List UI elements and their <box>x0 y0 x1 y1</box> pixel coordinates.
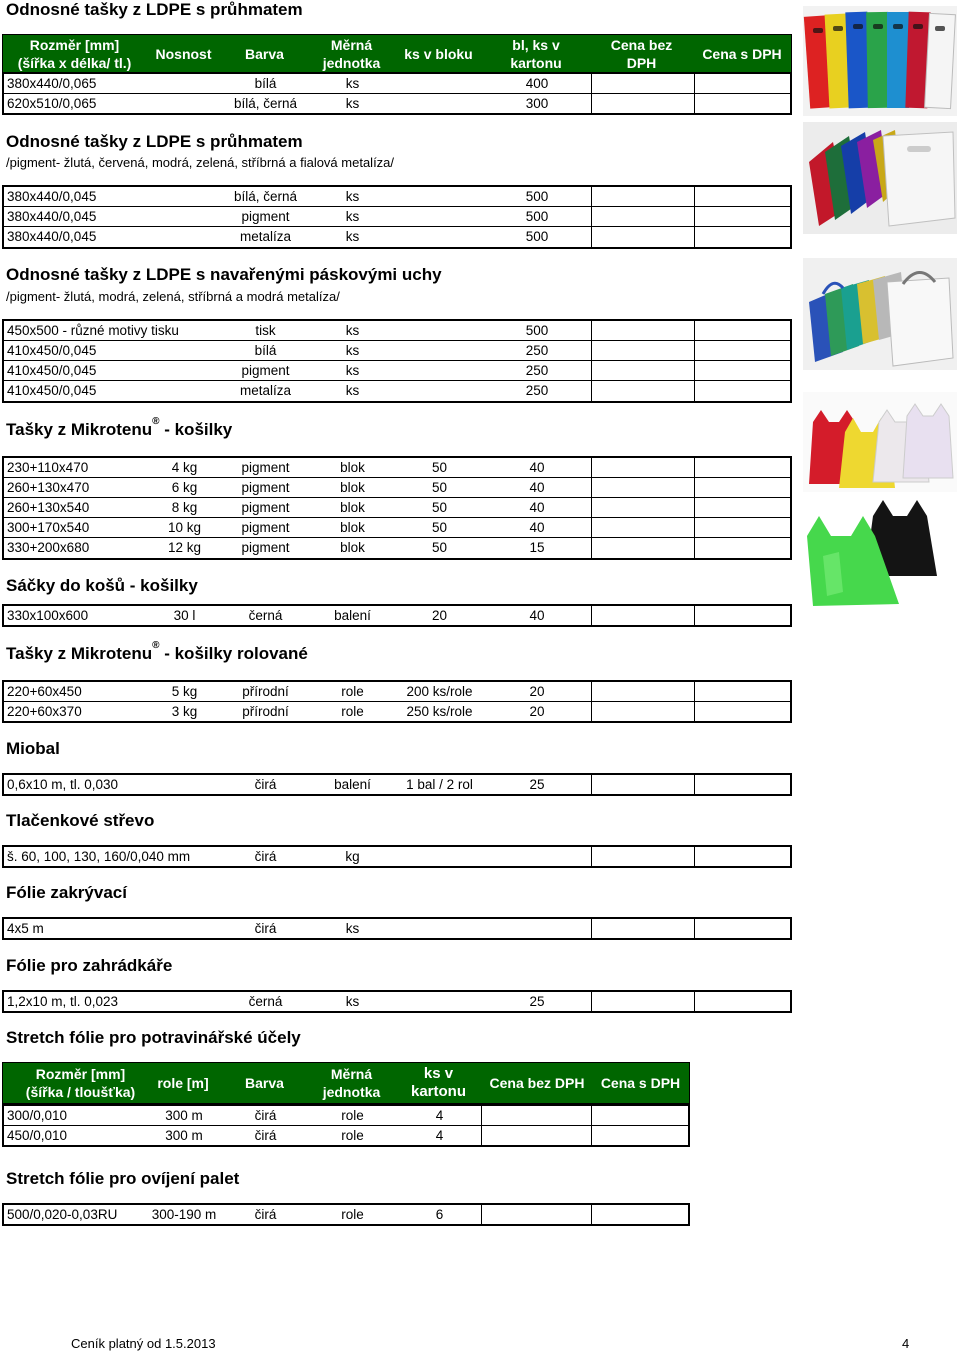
cell-carton: 300 <box>525 96 549 111</box>
table-row <box>4 919 790 939</box>
table-row <box>4 227 790 247</box>
table-cell: 30 l <box>173 608 196 623</box>
header-roll: role [m] <box>157 1075 209 1091</box>
cell-unit: ks <box>345 96 360 111</box>
table-cell: 260+130x540 <box>7 500 90 515</box>
section-title <box>6 416 233 440</box>
cell-color: bílá <box>254 76 277 91</box>
table-cell: čirá <box>254 777 277 792</box>
header-label: ks v <box>423 1065 454 1082</box>
table-cell: 200 ks/role <box>406 684 473 699</box>
table-cell: pigment <box>241 480 290 495</box>
header-label: Rozměr [mm] <box>35 1066 126 1082</box>
header-label: kartonu <box>410 1083 466 1100</box>
header-color: Barva <box>245 1075 284 1091</box>
table-row <box>4 458 790 478</box>
header-label: Měrná <box>330 1066 373 1082</box>
table-cell: 50 <box>431 480 448 495</box>
table-row <box>4 74 790 94</box>
price-table <box>2 456 792 560</box>
cell-carton: 250 <box>525 343 549 358</box>
cell-carton: 500 <box>525 209 549 224</box>
table-cell: 1,2x10 m, tl. 0,023 <box>7 994 119 1009</box>
table-cell: 500/0,020-0,03RU <box>7 1207 118 1222</box>
page-number: 4 <box>902 1336 910 1351</box>
header-unit <box>308 35 395 72</box>
table-cell: 300 m <box>165 1128 203 1143</box>
table-cell: blok <box>340 480 365 495</box>
price-table <box>2 680 792 723</box>
cell-color: pigment <box>241 209 290 224</box>
cell-size: 380x440/0,065 <box>7 76 97 91</box>
header-label: Měrná <box>330 36 373 53</box>
table-cell: 6 kg <box>171 480 198 495</box>
section-subtitle: /pigment- žlutá, modrá, zelená, stříbrná a modrá metalíza/ <box>6 289 340 304</box>
table-row <box>4 702 790 722</box>
header-label: Rozměr [mm] <box>29 36 120 53</box>
header-label: Cena bez <box>610 36 673 53</box>
table-row <box>4 478 790 498</box>
section-title: Stretch fólie pro potravinářské účely <box>6 1028 301 1047</box>
title-text: - košilky rolované <box>159 644 308 663</box>
table-cell: 450/0,010 <box>7 1128 68 1143</box>
bags-image <box>803 122 957 234</box>
price-table <box>2 990 792 1013</box>
header-label: (šířka x délka/ tl.) <box>17 54 132 71</box>
table-row <box>4 538 790 558</box>
header-capacity: Nosnost <box>155 45 212 62</box>
table-cell: 0,6x10 m, tl. 0,030 <box>7 777 119 792</box>
table-cell: 300+170x540 <box>7 520 90 535</box>
product-photo-tshirt-bags <box>803 392 957 492</box>
price-table <box>2 319 792 403</box>
table-row <box>4 321 790 341</box>
table-cell: blok <box>340 520 365 535</box>
title-text: - košilky <box>159 420 233 439</box>
table-row <box>4 775 790 795</box>
table-cell: 300-190 m <box>151 1207 217 1222</box>
table-cell: 40 <box>529 608 545 623</box>
table-cell: 50 <box>431 500 448 515</box>
price-table <box>2 773 792 796</box>
cell-unit: ks <box>345 76 360 91</box>
section-title: Fólie pro zahrádkáře <box>6 956 173 975</box>
bags-image <box>803 6 957 116</box>
table-cell <box>396 992 483 1011</box>
table-cell <box>483 919 591 938</box>
table-cell: 40 <box>529 500 545 515</box>
table-cell: 220+60x450 <box>7 684 82 699</box>
table-cell: role <box>341 704 364 719</box>
section-subtitle: /pigment- žlutá, červená, modrá, zelená, stříbrná a fialová metalíza/ <box>6 155 395 170</box>
table-row <box>4 606 790 626</box>
table-cell: 3 kg <box>171 704 198 719</box>
table-cell: 1 bal / 2 rol <box>406 777 473 792</box>
cell-unit: ks <box>345 323 360 338</box>
table-cell <box>147 992 222 1011</box>
header-label: (šířka / tloušťka) <box>25 1084 136 1100</box>
table-cell: 50 <box>431 460 448 475</box>
header-price-net <box>590 35 693 72</box>
table-cell: 4x5 m <box>7 921 44 936</box>
title-text: Tašky z Mikrotenu <box>6 644 153 663</box>
section-title: Fólie zakrývací <box>6 883 127 902</box>
table-cell: role <box>341 1128 364 1143</box>
table-row <box>4 1126 688 1146</box>
section-title: Odnosné tašky z LDPE s průhmatem <box>6 132 303 151</box>
table-row <box>4 361 790 381</box>
table-cell: čirá <box>254 921 277 936</box>
table-cell: 50 <box>431 540 448 555</box>
price-table <box>2 1104 690 1147</box>
table-cell: 40 <box>529 520 545 535</box>
table-cell: černá <box>248 994 283 1009</box>
cell-size: 380x440/0,045 <box>7 229 97 244</box>
cell-unit: ks <box>345 383 360 398</box>
bags-image <box>803 258 957 370</box>
table-cell: 220+60x370 <box>7 704 82 719</box>
title-text: Tašky z Mikrotenu <box>6 420 153 439</box>
header-per-block: ks v bloku <box>404 45 473 62</box>
table-cell: 40 <box>529 460 545 475</box>
cell-carton: 250 <box>525 363 549 378</box>
price-table <box>2 917 792 940</box>
header-color: Barva <box>245 45 284 62</box>
cell-carton: 400 <box>525 76 549 91</box>
table-cell: 50 <box>431 520 448 535</box>
header-label: kartonu <box>510 54 562 71</box>
table-cell: 4 <box>435 1128 444 1143</box>
cell-color: tisk <box>255 323 276 338</box>
product-photo-bags-pigment <box>803 122 957 234</box>
cell-size: 620x510/0,065 <box>7 96 97 111</box>
table-row <box>4 1205 688 1225</box>
table-cell: 8 kg <box>171 500 198 515</box>
cell-size: 380x440/0,045 <box>7 189 97 204</box>
bags-image <box>803 496 943 612</box>
header-size <box>3 1063 158 1103</box>
table-cell: 4 kg <box>171 460 198 475</box>
table-row <box>4 992 790 1012</box>
table-cell: kg <box>345 849 360 864</box>
header-size <box>3 35 146 72</box>
table-cell: blok <box>340 500 365 515</box>
cell-size: 450x500 - různé motivy tisku <box>7 323 179 338</box>
table-cell: 260+130x470 <box>7 480 90 495</box>
section-title <box>6 640 308 664</box>
table-cell: čirá <box>254 849 277 864</box>
table-cell: čirá <box>254 1207 277 1222</box>
registered-mark: ® <box>152 416 160 427</box>
table-cell: role <box>341 1207 364 1222</box>
table-cell: 25 <box>529 777 545 792</box>
table-cell: 300/0,010 <box>7 1108 68 1123</box>
table-header <box>2 1062 690 1104</box>
table-cell: 20 <box>529 684 545 699</box>
table-cell <box>147 919 222 938</box>
cell-unit: ks <box>345 189 360 204</box>
price-table <box>2 604 792 627</box>
section-title: Sáčky do košů - košilky <box>6 576 198 595</box>
table-row <box>4 518 790 538</box>
table-cell: blok <box>340 460 365 475</box>
table-cell: 12 kg <box>167 540 202 555</box>
table-row <box>4 341 790 361</box>
header-price-net: Cena bez DPH <box>489 1075 585 1091</box>
cell-unit: ks <box>345 343 360 358</box>
table-cell: ks <box>345 994 360 1009</box>
product-photo-bags-loop-handle <box>803 258 957 370</box>
table-cell: balení <box>334 608 371 623</box>
cell-color: metalíza <box>239 229 292 244</box>
table-cell: role <box>341 684 364 699</box>
product-photo-bags-handle-cutout <box>803 6 957 116</box>
table-cell: 330+200x680 <box>7 540 90 555</box>
table-row <box>4 187 790 207</box>
header-label: DPH <box>626 54 657 71</box>
table-cell: pigment <box>241 520 290 535</box>
cell-color: pigment <box>241 363 290 378</box>
table-cell: 6 <box>435 1207 444 1222</box>
table-cell: čirá <box>254 1128 277 1143</box>
cell-color: bílá <box>254 343 277 358</box>
price-table <box>2 845 792 868</box>
header-label: bl, ks v <box>512 36 560 53</box>
table-cell: 4 <box>435 1108 444 1123</box>
table-cell: 250 ks/role <box>406 704 473 719</box>
header-price-gross: Cena s DPH <box>702 45 782 62</box>
table-row <box>4 847 790 867</box>
section-title: Odnosné tašky z LDPE s průhmatem <box>6 0 303 19</box>
table-row <box>4 207 790 227</box>
table-cell: pigment <box>241 500 290 515</box>
header-per-carton <box>482 35 590 72</box>
table-cell <box>483 847 591 866</box>
product-photo-green-black-bags <box>803 496 943 612</box>
table-cell: čirá <box>254 1108 277 1123</box>
table-row <box>4 682 790 702</box>
table-cell: pigment <box>241 460 290 475</box>
cell-carton: 500 <box>525 323 549 338</box>
table-cell: 5 kg <box>171 684 198 699</box>
footer-validity: Ceník platný od 1.5.2013 <box>71 1336 216 1351</box>
cell-carton: 250 <box>525 383 549 398</box>
table-row <box>4 498 790 518</box>
cell-size: 410x450/0,045 <box>7 363 97 378</box>
table-header <box>2 34 792 73</box>
table-row <box>4 381 790 401</box>
table-cell: 300 m <box>165 1108 203 1123</box>
table-cell: pigment <box>241 540 290 555</box>
table-cell: 40 <box>529 480 545 495</box>
table-cell <box>396 919 483 938</box>
section-title: Stretch fólie pro ovíjení palet <box>6 1169 240 1188</box>
header-unit <box>308 1063 395 1103</box>
header-label: jednotka <box>322 1084 381 1100</box>
cell-color: bílá, černá <box>233 96 298 111</box>
table-cell: přírodní <box>242 684 289 699</box>
table-cell: blok <box>340 540 365 555</box>
table-row <box>4 94 790 114</box>
bags-image <box>803 392 957 492</box>
cell-color: bílá, černá <box>233 189 298 204</box>
table-cell: 330x100x600 <box>7 608 89 623</box>
table-cell: 25 <box>529 994 545 1009</box>
cell-size: 380x440/0,045 <box>7 209 97 224</box>
table-cell <box>147 847 222 866</box>
table-cell: 15 <box>529 540 545 555</box>
table-cell <box>147 775 222 794</box>
cell-unit: ks <box>345 363 360 378</box>
header-price-gross: Cena s DPH <box>600 1075 681 1091</box>
table-cell: 230+110x470 <box>7 460 89 475</box>
price-table <box>2 1203 690 1226</box>
cell-carton: 500 <box>525 189 549 204</box>
table-cell: role <box>341 1108 364 1123</box>
table-cell: 10 kg <box>167 520 202 535</box>
table-cell: 20 <box>431 608 448 623</box>
cell-size: 410x450/0,045 <box>7 343 97 358</box>
table-cell: černá <box>248 608 283 623</box>
cell-unit: ks <box>345 209 360 224</box>
table-cell: 20 <box>529 704 545 719</box>
header-label: jednotka <box>322 54 381 71</box>
header-per-carton <box>395 1063 482 1103</box>
section-title: Tlačenkové střevo <box>6 811 155 830</box>
cell-color: metalíza <box>239 383 292 398</box>
price-table <box>2 185 792 249</box>
table-cell: balení <box>334 777 371 792</box>
registered-mark: ® <box>152 640 160 651</box>
cell-carton: 500 <box>525 229 549 244</box>
table-row <box>4 1106 688 1126</box>
price-table <box>2 72 792 115</box>
cell-unit: ks <box>345 229 360 244</box>
section-title: Miobal <box>6 739 60 758</box>
table-cell: ks <box>345 921 360 936</box>
table-cell: š. 60, 100, 130, 160/0,040 mm <box>7 849 191 864</box>
cell-size: 410x450/0,045 <box>7 383 97 398</box>
table-cell <box>396 847 483 866</box>
table-cell: přírodní <box>242 704 289 719</box>
section-title: Odnosné tašky z LDPE s navařenými páskovými uchy <box>6 265 442 284</box>
